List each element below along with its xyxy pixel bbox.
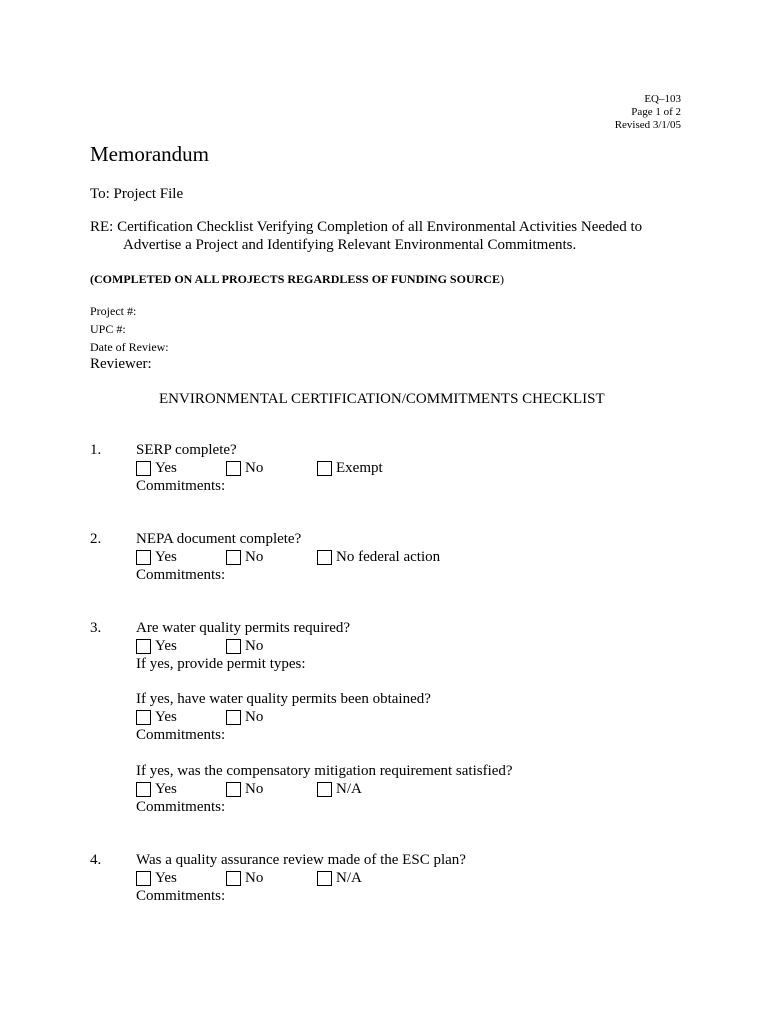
checkbox[interactable] bbox=[136, 710, 151, 725]
item-1-exempt-option[interactable] bbox=[317, 460, 383, 477]
checkbox[interactable] bbox=[317, 871, 332, 886]
reviewer-label: Reviewer: bbox=[90, 356, 152, 372]
item-3b-no-option[interactable] bbox=[226, 709, 263, 726]
item-3-no-option[interactable] bbox=[226, 638, 263, 655]
item-1-no-option[interactable] bbox=[226, 460, 263, 477]
item-3-number: 3. bbox=[90, 620, 102, 636]
checkbox[interactable] bbox=[317, 550, 332, 565]
item-3-permit-types-label: If yes, provide permit types: bbox=[136, 656, 306, 672]
option-label: No federal action bbox=[336, 549, 441, 565]
page-number: Page 1 of 2 bbox=[631, 106, 681, 118]
item-4-number: 4. bbox=[90, 852, 102, 868]
item-2-commitments-label: Commitments: bbox=[136, 567, 226, 583]
option-label: No bbox=[245, 549, 264, 565]
item-4-commitments-label: Commitments: bbox=[136, 888, 226, 904]
checkbox[interactable] bbox=[317, 461, 332, 476]
item-3c-na-option[interactable] bbox=[317, 781, 362, 798]
option-label: Yes bbox=[155, 638, 177, 654]
item-1-commitments-label: Commitments: bbox=[136, 478, 226, 494]
item-3b-yes-option[interactable] bbox=[136, 709, 177, 726]
item-2-yes-option[interactable] bbox=[136, 549, 177, 566]
item-3-mitigation-question: If yes, was the compensatory mitigation requirement satisfied? bbox=[136, 763, 513, 779]
item-4-na-option[interactable] bbox=[317, 870, 362, 887]
revision-date: Revised 3/1/05 bbox=[614, 119, 681, 131]
option-label: No bbox=[245, 709, 264, 725]
checkbox[interactable] bbox=[136, 639, 151, 654]
checkbox[interactable] bbox=[226, 782, 241, 797]
item-2-no-federal-action-option[interactable] bbox=[317, 549, 440, 566]
item-3-question: Are water quality permits required? bbox=[136, 620, 351, 636]
upc-number-label: UPC #: bbox=[90, 322, 126, 336]
checkbox[interactable] bbox=[226, 710, 241, 725]
memo-to: To: Project File bbox=[90, 186, 184, 202]
option-label: Yes bbox=[155, 709, 177, 725]
checkbox[interactable] bbox=[136, 461, 151, 476]
item-2-question: NEPA document complete? bbox=[136, 531, 302, 547]
option-label: No bbox=[245, 638, 264, 654]
item-1-yes-option[interactable] bbox=[136, 460, 177, 477]
checklist-heading: ENVIRONMENTAL CERTIFICATION/COMMITMENTS CHECKLIST bbox=[159, 391, 605, 407]
checkbox[interactable] bbox=[317, 782, 332, 797]
option-label: Yes bbox=[155, 460, 177, 476]
funding-notice-text: (COMPLETED ON ALL PROJECTS REGARDLESS OF FUNDING SOURCE bbox=[90, 272, 500, 286]
checkbox[interactable] bbox=[136, 550, 151, 565]
memo-re-line2: Advertise a Project and Identifying Relevant Environmental Commitments. bbox=[123, 237, 577, 253]
item-2-no-option[interactable] bbox=[226, 549, 263, 566]
option-label: No bbox=[245, 781, 264, 797]
option-label: Yes bbox=[155, 781, 177, 797]
item-3-permits-obtained-question: If yes, have water quality permits been obtained? bbox=[136, 691, 431, 707]
option-label: Exempt bbox=[336, 460, 383, 476]
item-3b-commitments-label: Commitments: bbox=[136, 727, 226, 743]
item-3c-commitments-label: Commitments: bbox=[136, 799, 226, 815]
memo-title: Memorandum bbox=[90, 142, 209, 166]
checkbox[interactable] bbox=[226, 639, 241, 654]
item-4-question: Was a quality assurance review made of the ESC plan? bbox=[136, 852, 466, 868]
item-3c-no-option[interactable] bbox=[226, 781, 263, 798]
option-label: N/A bbox=[336, 870, 362, 886]
funding-notice bbox=[90, 272, 504, 287]
project-number-label: Project #: bbox=[90, 304, 137, 318]
item-4-yes-option[interactable] bbox=[136, 870, 177, 887]
checkbox[interactable] bbox=[226, 461, 241, 476]
option-label: N/A bbox=[336, 781, 362, 797]
form-code: EQ–103 bbox=[644, 93, 681, 105]
option-label: Yes bbox=[155, 549, 177, 565]
item-3c-yes-option[interactable] bbox=[136, 781, 177, 798]
checkbox[interactable] bbox=[136, 782, 151, 797]
checkbox[interactable] bbox=[226, 550, 241, 565]
option-label: No bbox=[245, 870, 264, 886]
item-2-number: 2. bbox=[90, 531, 102, 547]
memo-re-line1: RE: Certification Checklist Verifying Completion of all Environmental Activities Needed to bbox=[90, 219, 643, 235]
item-4-no-option[interactable] bbox=[226, 870, 263, 887]
option-label: No bbox=[245, 460, 264, 476]
funding-notice-tail: ) bbox=[499, 272, 504, 286]
checkbox[interactable] bbox=[136, 871, 151, 886]
option-label: Yes bbox=[155, 870, 177, 886]
date-of-review-label: Date of Review: bbox=[90, 340, 169, 354]
item-3-yes-option[interactable] bbox=[136, 638, 177, 655]
item-1-question: SERP complete? bbox=[136, 442, 237, 458]
checkbox[interactable] bbox=[226, 871, 241, 886]
item-1-number: 1. bbox=[90, 442, 102, 458]
